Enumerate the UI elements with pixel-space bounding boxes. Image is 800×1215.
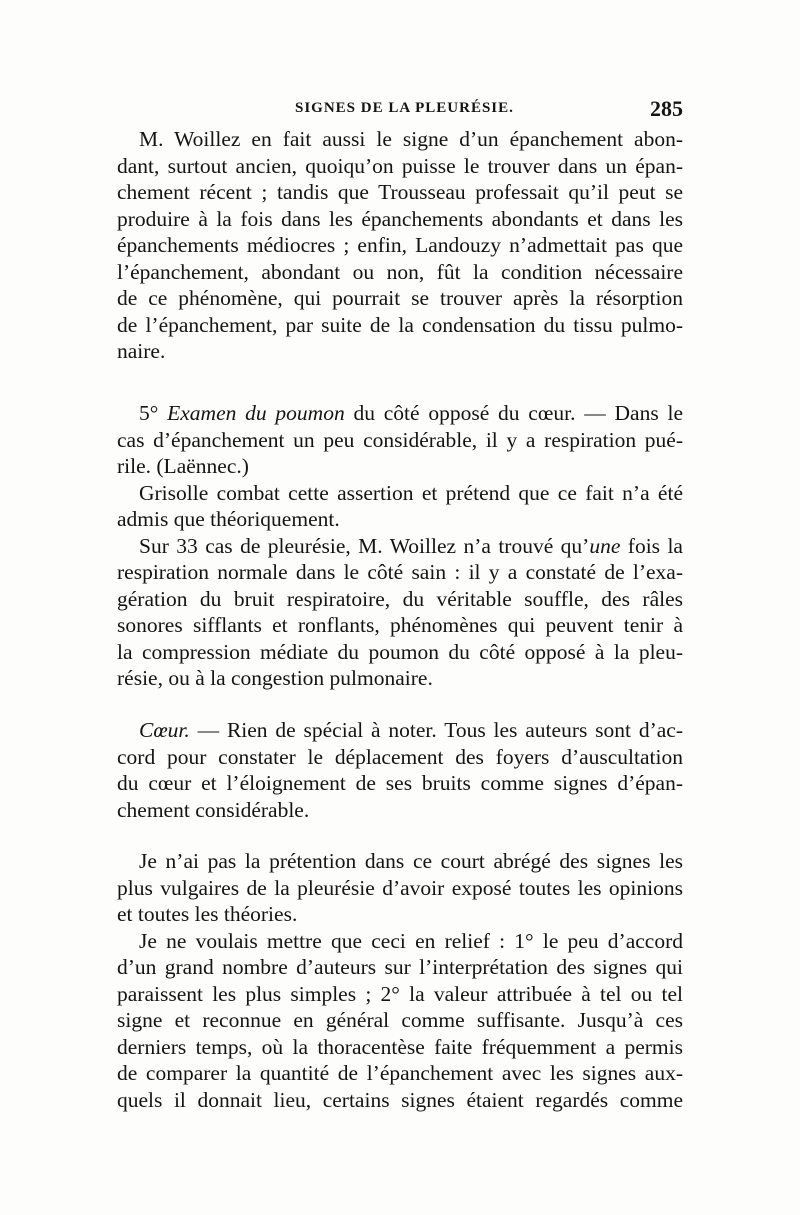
text-line: du cœur et l’éloignement de ses bruits comme signes d’épan- — [117, 771, 683, 795]
text-line: 5° Examen du poumon du côté opposé du cœur. — Dans le — [139, 401, 683, 425]
text-line: plus vulgaires de la pleurésie d’avoir exposé toutes les opinions — [117, 875, 683, 900]
paragraph-conclusion — [117, 848, 683, 1113]
text-line: Grisolle combat cette assertion et prétend que ce fait n’a été — [139, 480, 683, 505]
text-line: naire. — [117, 339, 166, 363]
paragraph-woillez — [117, 126, 683, 365]
page-number: 285 — [650, 96, 683, 121]
section-number: 5° — [139, 401, 168, 425]
emphasis: une — [589, 533, 621, 558]
text-line: Sur 33 cas de pleurésie, M. Woillez n’a trouvé qu’une fois la — [139, 533, 683, 558]
text-line: cord pour constater le déplacement des foyers d’auscultation — [117, 744, 683, 769]
text-line: épanchements médiocres ; enfin, Landouzy n’admettait pas que — [117, 233, 683, 257]
text-line: Cœur. — Rien de spécial à noter. Tous les auteurs sont d’ac- — [139, 718, 683, 742]
text-line: respiration normale dans le côté sain : il y a constaté de l’exa- — [117, 560, 683, 584]
text-line: cas d’épanchement un peu considérable, il y a respiration pué- — [117, 427, 683, 452]
text-line: rile. (Laënnec.) — [117, 454, 249, 478]
running-head — [117, 96, 683, 124]
text-line: dant, surtout ancien, quoiqu’on puisse le trouver dans un épan- — [117, 153, 683, 178]
running-title: SIGNES DE LA PLEURÉSIE. — [295, 100, 514, 116]
text-line: M. Woillez en fait aussi le signe d’un épanchement abon- — [139, 127, 683, 151]
section-heading: Cœur. — [139, 718, 190, 742]
paragraph-examen-poumon — [117, 400, 683, 692]
text-line: derniers temps, où la thoracentèse faite fréquemment a permis — [117, 1034, 683, 1059]
text-line: chement récent ; tandis que Trousseau professait qu’il peut se — [117, 180, 683, 204]
text-line: admis que théoriquement. — [117, 507, 340, 531]
text-line: résie, ou à la congestion pulmonaire. — [117, 666, 433, 690]
paragraph-coeur — [117, 717, 683, 823]
text-line: produire à la fois dans les épanchements abondants et dans les — [117, 206, 683, 231]
text-line: quels il donnait lieu, certains signes étaient regardés comme — [117, 1087, 683, 1112]
text-line: chement considérable. — [117, 797, 310, 822]
text-line: de comparer la quantité de l’épanchement avec les signes aux- — [117, 1061, 683, 1085]
text-line: gération du bruit respiratoire, du véritable souffle, des râles — [117, 586, 683, 611]
text-line: paraissent les plus simples ; 2° la valeur attribuée à tel ou tel — [117, 981, 683, 1006]
text-line: d’un grand nombre d’auteurs sur l’interprétation des signes qui — [117, 955, 683, 979]
text-line: l’épanchement, abondant ou non, fût la condition nécessaire — [117, 259, 683, 284]
text-line: de ce phénomène, qui pourrait se trouver après la résorption — [117, 286, 683, 310]
text-line: Je ne voulais mettre que ceci en relief : 1° le peu d’accord — [139, 928, 683, 953]
text-line: signe et reconnue en général comme suffisante. Jusqu’à ces — [117, 1008, 683, 1032]
text-line: de l’épanchement, par suite de la condensation du tissu pulmo- — [117, 312, 683, 337]
section-heading: Examen du poumon — [167, 401, 345, 425]
text-line: la compression médiate du poumon du côté opposé à la pleu- — [117, 639, 683, 664]
text-line: sonores sifflants et ronflants, phénomènes qui peuvent tenir à — [117, 613, 683, 637]
text-line: Je n’ai pas la prétention dans ce court abrégé des signes les — [139, 849, 683, 873]
text-line: et toutes les théories. — [117, 902, 298, 926]
